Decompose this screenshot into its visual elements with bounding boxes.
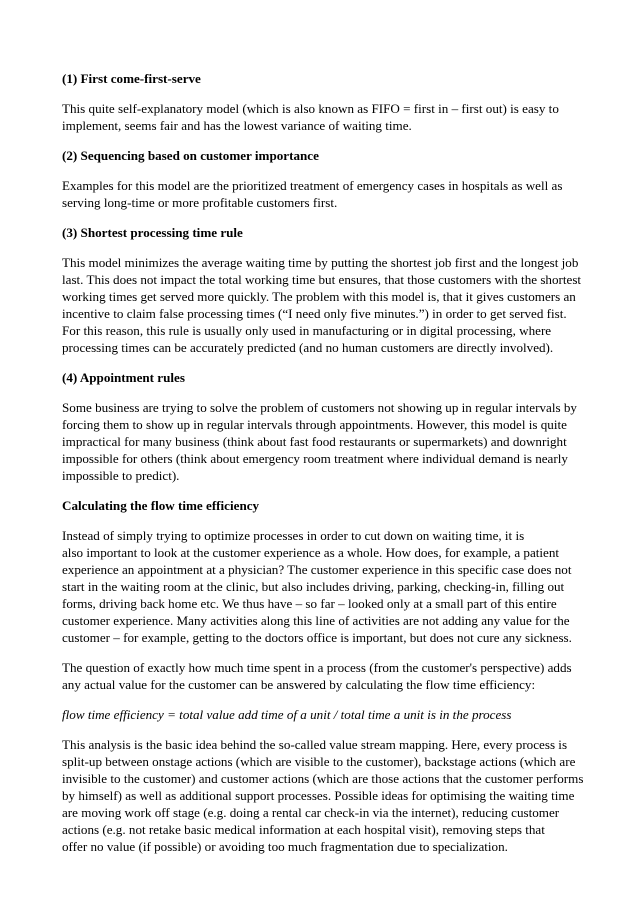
- text-line: any actual value for the customer can be answered by calculating the flow time efficiency:: [62, 677, 536, 692]
- text-line: are moving work off stage (e.g. doing a rental car check-in via the internet), reducing customer: [62, 805, 560, 820]
- text-line: (3) Shortest processing time rule: [62, 225, 243, 240]
- section-heading: [62, 369, 582, 386]
- document-page: [62, 70, 582, 868]
- text-line: This analysis is the basic idea behind the so-called value stream mapping. Here, every process is: [62, 737, 568, 752]
- formula-line: [62, 706, 582, 723]
- text-line: by himself) as well as additional support processes. Possible ideas for optimising the waiting time: [62, 788, 575, 803]
- text-line: Some business are trying to solve the problem of customers not showing up in regular intervals by: [62, 400, 577, 415]
- text-line: also important to look at the customer experience as a whole. How does, for example, a patient: [62, 545, 560, 560]
- text-line: Calculating the flow time efficiency: [62, 498, 260, 513]
- section-heading: [62, 224, 582, 241]
- text-line: impossible to predict).: [62, 468, 180, 483]
- text-line: The question of exactly how much time spent in a process (from the customer's perspective) adds: [62, 660, 572, 675]
- text-line: For this reason, this rule is usually only used in manufacturing or in digital processing, where: [62, 323, 552, 338]
- text-line: Instead of simply trying to optimize processes in order to cut down on waiting time, it is: [62, 528, 525, 543]
- text-line: last. This does not impact the total working time but ensures, that those customers with the shortest: [62, 272, 582, 287]
- text-line: experience an appointment at a physician? The customer experience in this specific case does not: [62, 562, 572, 577]
- text-line: (2) Sequencing based on customer importance: [62, 148, 319, 163]
- text-line: impractical for many business (think about fast food restaurants or supermarkets) and downright: [62, 434, 567, 449]
- text-line: offer no value (if possible) or avoiding too much fragmentation due to specialization.: [62, 839, 508, 854]
- text-line: implement, seems fair and has the lowest variance of waiting time.: [62, 118, 412, 133]
- paragraph: [62, 399, 582, 484]
- text-line: forcing them to show up in regular intervals through appointments. However, this model is quite: [62, 417, 567, 432]
- text-line: Examples for this model are the prioritized treatment of emergency cases in hospitals as well as: [62, 178, 563, 193]
- text-line: (1) First come-first-serve: [62, 71, 201, 86]
- paragraph: [62, 100, 582, 134]
- text-line: working times get served more quickly. The problem with this model is, that it gives customers an: [62, 289, 576, 304]
- text-line: split-up between onstage actions (which are visible to the customer), backstage actions (which are: [62, 754, 576, 769]
- paragraph: [62, 527, 582, 646]
- section-heading: [62, 70, 582, 87]
- text-line: (4) Appointment rules: [62, 370, 185, 385]
- text-line: forms, driving back home etc. We thus have – so far – looked only at a small part of this entire: [62, 596, 557, 611]
- paragraph: [62, 177, 582, 211]
- text-line: processing times can be accurately predicted (and no human customers are directly involved).: [62, 340, 554, 355]
- text-line: This model minimizes the average waiting time by putting the shortest job first and the longest job: [62, 255, 579, 270]
- text-line: serving long-time or more profitable customers first.: [62, 195, 338, 210]
- text-line: This quite self-explanatory model (which is also known as FIFO = first in – first out) is easy to: [62, 101, 559, 116]
- text-line: customer experience. Many activities along this line of activities are not adding any value for the: [62, 613, 570, 628]
- text-line: start in the waiting room at the clinic, but also includes driving, parking, checking-in, filling out: [62, 579, 565, 594]
- text-line: flow time efficiency = total value add time of a unit / total time a unit is in the process: [62, 707, 512, 722]
- text-line: incentive to claim false processing times (“I need only five minutes.”) in order to get served fist.: [62, 306, 567, 321]
- text-line: invisible to the customer) and customer actions (which are those actions that the customer performs: [62, 771, 584, 786]
- paragraph: [62, 736, 582, 855]
- paragraph: [62, 254, 582, 356]
- text-line: impossible for others (think about emergency room treatment where individual demand is nearly: [62, 451, 568, 466]
- section-heading: [62, 147, 582, 164]
- section-heading: [62, 497, 582, 514]
- paragraph: [62, 659, 582, 693]
- text-line: actions (e.g. not retake basic medical information at each hospital visit), removing steps that: [62, 822, 545, 837]
- text-line: customer – for example, getting to the doctors office is important, but does not cure any sickness.: [62, 630, 572, 645]
